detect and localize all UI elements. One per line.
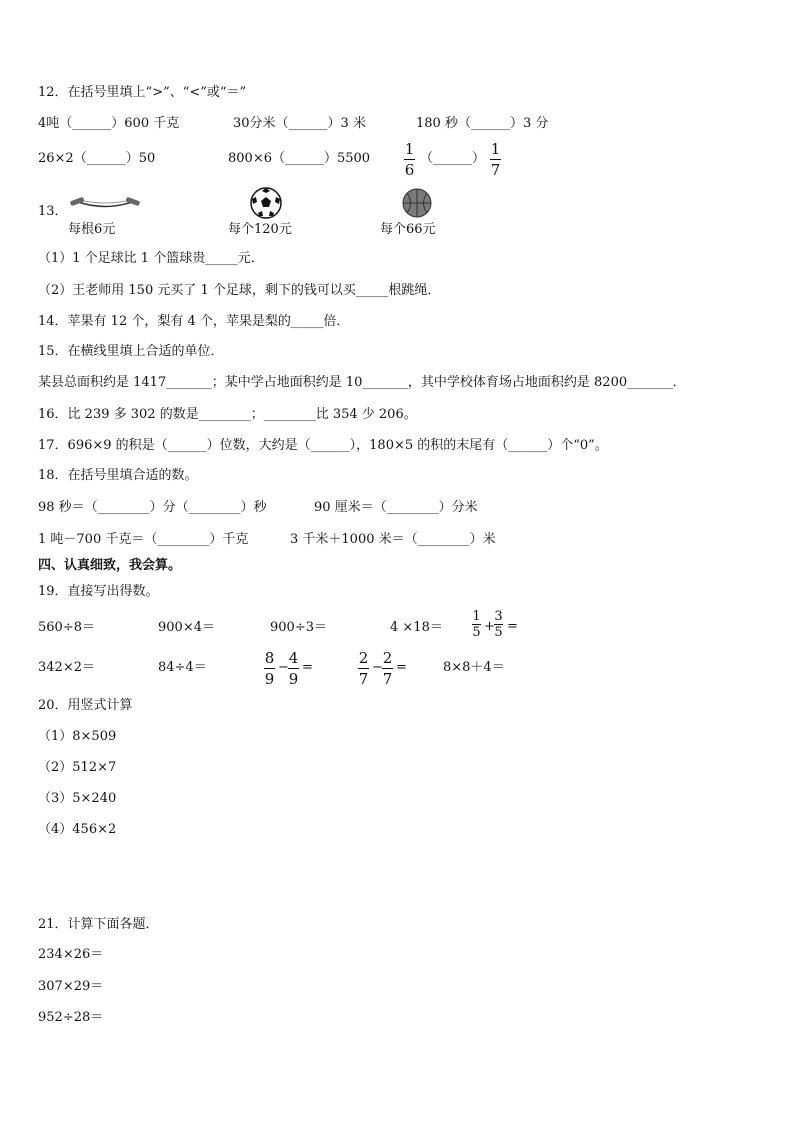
q12-item-1: 4吨（______）600 千克	[38, 116, 180, 131]
q20-item-1: （1）8×509	[38, 729, 117, 744]
q13-price-jump-rope: 每根6元	[68, 222, 116, 237]
fraction-denominator: 5	[472, 625, 481, 640]
q13-price-soccer: 每个120元	[228, 222, 292, 237]
equals-sign: =	[302, 660, 313, 675]
q19-fraction	[288, 648, 299, 689]
q12-fraction-left	[404, 139, 415, 180]
fraction-numerator: 3	[494, 609, 503, 624]
q19-item-4: 4 ×18＝	[390, 620, 443, 635]
fraction-denominator: 7	[490, 161, 501, 179]
q19-title: 19．直接写出得数。	[38, 584, 159, 599]
section-heading: 四、认真细致，我会算。	[38, 558, 182, 573]
q17: 17．696×9 的积是（______）位数，大约是（______），180×5 的积的末尾有（______）个“0”。	[38, 438, 608, 453]
fraction-numerator: 1	[472, 609, 481, 624]
q21-item-3: 952÷28＝	[38, 1010, 104, 1025]
q19-fraction	[264, 648, 275, 689]
q19-item-5: 342×2＝	[38, 660, 95, 675]
q19-item-2: 900×4＝	[158, 620, 215, 635]
q19-fraction	[494, 609, 503, 640]
q15-title: 15．在横线里填上合适的单位．	[38, 344, 224, 359]
q20-title: 20．用竖式计算	[38, 698, 133, 713]
q19-fraction	[358, 648, 369, 689]
q18-title: 18．在括号里填合适的数。	[38, 468, 198, 483]
q21-item-2: 307×29＝	[38, 979, 104, 994]
q19-item-6: 84÷4＝	[158, 660, 207, 675]
q12-item-4: 26×2（______）50	[38, 151, 156, 166]
q20-item-4: （4）456×2	[38, 822, 117, 837]
q19-item-7: 8×8＋4＝	[443, 660, 505, 675]
q18-item-2: 90 厘米＝（________）分米	[314, 500, 478, 515]
q16: 16．比 239 多 302 的数是________；________比 354 少 206。	[38, 407, 417, 422]
operator: +	[484, 619, 495, 634]
q21-title: 21．计算下面各题．	[38, 917, 159, 932]
equals-sign: =	[507, 619, 518, 634]
operator: −	[278, 660, 289, 675]
q12-item-3: 180 秒（______）3 分	[416, 116, 549, 131]
fraction-denominator: 9	[288, 670, 299, 688]
fraction-numerator: 1	[490, 140, 501, 158]
fraction-denominator: 6	[404, 161, 415, 179]
q13-sub-2: （2）王老师用 150 元买了 1 个足球，剩下的钱可以买_____根跳绳．	[38, 283, 441, 298]
fraction-numerator: 1	[404, 140, 415, 158]
q12-fraction-right	[490, 139, 501, 180]
q12-item-6-blank: （______）	[420, 151, 486, 166]
q13-price-basketball: 每个66元	[380, 222, 436, 237]
fraction-denominator: 7	[382, 670, 393, 688]
q13-label: 13．	[38, 204, 68, 219]
fraction-numerator: 2	[382, 649, 393, 667]
q21-item-1: 234×26＝	[38, 947, 104, 962]
q18-item-1: 98 秒＝（________）分（________）秒	[38, 500, 267, 515]
q19-fraction	[382, 648, 393, 689]
q18-item-4: 3 千米＋1000 米＝（________）米	[290, 532, 496, 547]
jump-rope-icon	[70, 193, 140, 217]
fraction-denominator: 5	[494, 625, 503, 640]
fraction-denominator: 7	[358, 670, 369, 688]
fraction-numerator: 4	[288, 649, 299, 667]
equals-sign: =	[396, 660, 407, 675]
fraction-denominator: 9	[264, 670, 275, 688]
q14: 14．苹果有 12 个，梨有 4 个，苹果是梨的_____倍．	[38, 314, 350, 329]
q15-body: 某县总面积约是 1417_______；某中学占地面积约是 10_______，其中学校体育场占地面积约是 8200_______．	[38, 375, 686, 390]
q19-item-1: 560÷8＝	[38, 620, 95, 635]
fraction-numerator: 8	[264, 649, 275, 667]
q20-item-2: （2）512×7	[38, 760, 117, 775]
q19-fraction	[472, 609, 481, 640]
operator: −	[372, 660, 383, 675]
q12-title: 12．在括号里填上“>”、“<”或“＝”	[38, 85, 247, 100]
fraction-numerator: 2	[358, 649, 369, 667]
basketball-icon	[402, 188, 432, 218]
q20-item-3: （3）5×240	[38, 791, 117, 806]
q18-item-3: 1 吨－700 千克＝（________）千克	[38, 532, 249, 547]
q19-item-3: 900÷3＝	[270, 620, 327, 635]
q12-item-5: 800×6（______）5500	[228, 151, 371, 166]
q12-item-2: 30分米（______）3 米	[233, 116, 366, 131]
soccer-ball-icon	[250, 187, 282, 219]
q13-sub-1: （1）1 个足球比 1 个篮球贵_____元．	[38, 251, 264, 266]
